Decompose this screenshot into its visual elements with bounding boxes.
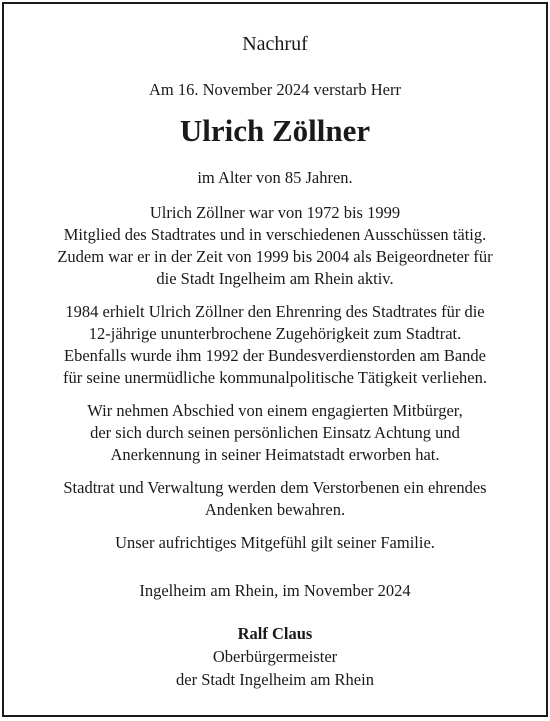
paragraph-line: Stadtrat und Verwaltung werden dem Verstorbenen ein ehrendes (63, 478, 487, 497)
intro-line: Am 16. November 2024 verstarb Herr (148, 80, 401, 99)
paragraph-line: Unser aufrichtiges Mitgefühl gilt seiner Familie. (115, 533, 435, 552)
paragraph-line: der sich durch seinen persönlichen Einsatz Achtung und (90, 423, 460, 442)
paragraph-line: 12-jährige ununterbrochene Zugehörigkeit zum Stadtrat. (88, 324, 462, 343)
paragraph-line: für seine unermüdliche kommunalpolitische Tätigkeit verliehen. (63, 368, 487, 387)
age-line: im Alter von 85 Jahren. (197, 168, 353, 187)
notice-heading: Nachruf (242, 33, 308, 55)
signatory-title: Oberbürgermeister (212, 647, 338, 666)
paragraph-line: Andenken bewahren. (204, 500, 346, 519)
paragraph-line: Wir nehmen Abschied von einem engagierten Mitbürger, (87, 401, 463, 420)
obituary-notice (2, 2, 548, 717)
paragraph-line: Anerkennung in seiner Heimatstadt erworben hat. (110, 445, 440, 464)
paragraph-line: Ulrich Zöllner war von 1972 bis 1999 (149, 203, 401, 222)
place-date: Ingelheim am Rhein, im November 2024 (139, 581, 411, 600)
paragraph-line: Zudem war er in der Zeit von 1999 bis 2004 als Beigeordneter für (57, 247, 493, 266)
signatory-office: der Stadt Ingelheim am Rhein (176, 670, 374, 689)
paragraph-line: die Stadt Ingelheim am Rhein aktiv. (156, 269, 394, 288)
paragraph-line: 1984 erhielt Ulrich Zöllner den Ehrenring des Stadtrates für die (65, 302, 485, 321)
paragraph-line: Ebenfalls wurde ihm 1992 der Bundesverdienstorden am Bande (63, 346, 486, 365)
paragraph-line: Mitglied des Stadtrates und in verschiedenen Ausschüssen tätig. (63, 225, 487, 244)
signatory-name: Ralf Claus (237, 624, 313, 643)
deceased-name: Ulrich Zöllner (179, 113, 371, 148)
